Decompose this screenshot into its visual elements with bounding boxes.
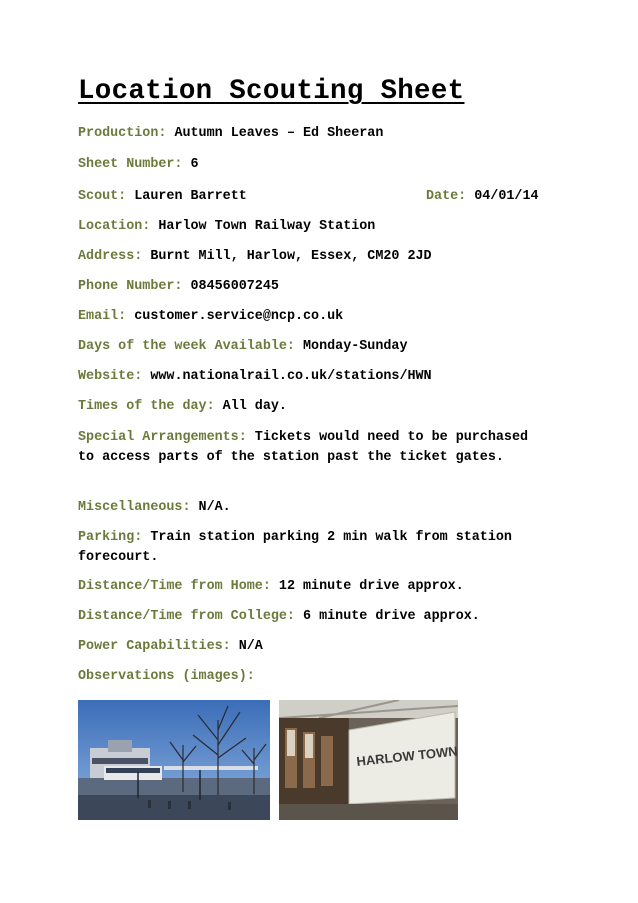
days-value: Monday-Sunday	[303, 339, 408, 354]
observations-label: Observations (images):	[78, 669, 255, 684]
misc-row	[78, 498, 548, 518]
date-row	[426, 187, 539, 207]
observations-row	[78, 667, 548, 687]
harlow-town-sign-image	[279, 700, 458, 820]
website-row	[78, 367, 548, 387]
email-label: Email:	[78, 309, 127, 324]
dist-college-label: Distance/Time from College:	[78, 609, 295, 624]
website-value: www.nationalrail.co.uk/stations/HWN	[150, 369, 432, 384]
special-label: Special Arrangements:	[78, 430, 247, 445]
production-value: Autumn Leaves – Ed Sheeran	[174, 126, 384, 141]
parking-value: Train station parking 2 min walk from station forecourt.	[78, 530, 512, 565]
dist-home-row	[78, 577, 548, 597]
times-label: Times of the day:	[78, 399, 215, 414]
power-label: Power Capabilities:	[78, 639, 231, 654]
phone-value: 08456007245	[190, 279, 279, 294]
date-value: 04/01/14	[474, 189, 539, 204]
scout-row	[78, 187, 408, 207]
location-value: Harlow Town Railway Station	[158, 219, 376, 234]
address-value: Burnt Mill, Harlow, Essex, CM20 2JD	[150, 249, 432, 264]
times-value: All day.	[222, 399, 287, 414]
date-label: Date:	[426, 189, 467, 204]
scout-value: Lauren Barrett	[134, 189, 247, 204]
parking-row	[78, 528, 518, 568]
dist-college-row	[78, 607, 548, 627]
harlow-town-sign-photo	[279, 700, 458, 820]
special-value: Tickets would need to be purchased to access parts of the station past the ticket gates.	[78, 430, 529, 465]
scout-label: Scout:	[78, 189, 127, 204]
station-forecourt-image	[78, 700, 270, 820]
sheet-number-value: 6	[190, 157, 199, 172]
misc-value: N/A.	[198, 500, 231, 515]
power-value: N/A	[238, 639, 263, 654]
dist-home-label: Distance/Time from Home:	[78, 579, 271, 594]
days-label: Days of the week Available:	[78, 339, 295, 354]
special-row	[78, 428, 538, 468]
website-label: Website:	[78, 369, 143, 384]
days-row	[78, 337, 548, 357]
parking-label: Parking:	[78, 530, 143, 545]
address-label: Address:	[78, 249, 143, 264]
phone-row	[78, 277, 548, 297]
sheet-number-label: Sheet Number:	[78, 157, 183, 172]
phone-label: Phone Number:	[78, 279, 183, 294]
sign-text: HARLOW TOWN	[355, 743, 458, 769]
address-row	[78, 247, 548, 267]
email-row	[78, 307, 548, 327]
station-forecourt-photo	[78, 700, 270, 820]
location-label: Location:	[78, 219, 151, 234]
sheet-number-row	[78, 155, 548, 175]
production-label: Production:	[78, 126, 167, 141]
misc-label: Miscellaneous:	[78, 500, 191, 515]
production-row	[78, 124, 548, 144]
power-row	[78, 637, 548, 657]
dist-home-value: 12 minute drive approx.	[278, 579, 464, 594]
email-value: customer.service@ncp.co.uk	[134, 309, 344, 324]
location-row	[78, 217, 548, 237]
page-title: Location Scouting Sheet	[78, 76, 465, 107]
dist-college-value: 6 minute drive approx.	[303, 609, 480, 624]
times-row	[78, 397, 548, 417]
